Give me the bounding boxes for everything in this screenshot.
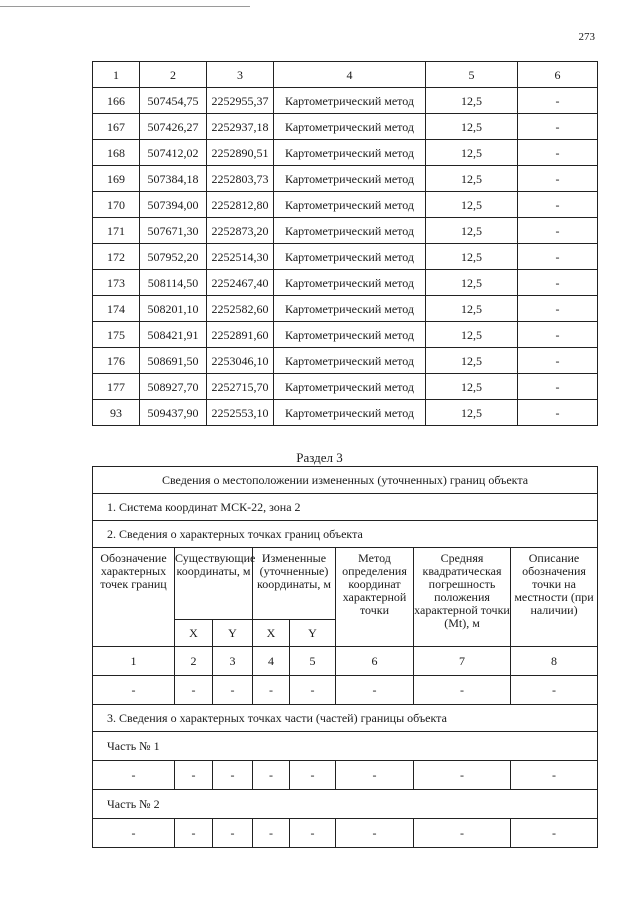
table-title: Сведения о местоположении измененных (уточненных) границ объекта <box>93 467 598 494</box>
table-row <box>93 88 598 114</box>
part-2-row <box>93 819 598 848</box>
dash-cell: - <box>213 676 253 705</box>
table-row <box>93 322 598 348</box>
dash-cell: - <box>93 761 175 790</box>
coordinate-system: 1. Система координат МСК-22, зона 2 <box>93 494 598 521</box>
accuracy-cell: 12,5 <box>426 218 518 244</box>
section-title: Раздел 3 <box>296 450 343 465</box>
part-1-row <box>93 761 598 790</box>
x-coordinate-cell: 507671,30 <box>140 218 207 244</box>
dash-cell: - <box>511 761 598 790</box>
column-number: 3 <box>213 647 253 676</box>
table-row <box>93 114 598 140</box>
y-coordinate-cell: 2252891,60 <box>207 322 274 348</box>
description-cell: - <box>518 348 598 374</box>
x-coordinate-cell: 507394,00 <box>140 192 207 218</box>
accuracy-cell: 12,5 <box>426 296 518 322</box>
x-coordinate-cell: 507952,20 <box>140 244 207 270</box>
x-coordinate-cell: 508421,91 <box>140 322 207 348</box>
coordinates-table <box>92 61 598 426</box>
table-row <box>93 296 598 322</box>
x-coordinate-cell: 508114,50 <box>140 270 207 296</box>
description-cell: - <box>518 140 598 166</box>
method-cell: Картометрический метод <box>274 244 426 270</box>
table-row <box>93 244 598 270</box>
point-number-cell: 168 <box>93 140 140 166</box>
description-cell: - <box>518 374 598 400</box>
description-cell: - <box>518 400 598 426</box>
part-2-label: Часть № 2 <box>93 790 598 819</box>
header-cell: 6 <box>518 62 598 88</box>
header-cell: 4 <box>274 62 426 88</box>
method-cell: Картометрический метод <box>274 192 426 218</box>
dash-cell: - <box>253 761 290 790</box>
accuracy-cell: 12,5 <box>426 244 518 270</box>
top-divider-line <box>0 6 250 7</box>
accuracy-cell: 12,5 <box>426 270 518 296</box>
description-cell: - <box>518 322 598 348</box>
table-row <box>93 140 598 166</box>
point-number-cell: 177 <box>93 374 140 400</box>
dash-cell: - <box>414 819 511 848</box>
method-cell: Картометрический метод <box>274 322 426 348</box>
x-coordinate-cell: 507384,18 <box>140 166 207 192</box>
description-cell: - <box>518 166 598 192</box>
point-number-cell: 93 <box>93 400 140 426</box>
table-row <box>93 192 598 218</box>
dash-cell: - <box>213 761 253 790</box>
accuracy-cell: 12,5 <box>426 114 518 140</box>
dash-cell: - <box>336 676 414 705</box>
col-header-changed-x: X <box>253 620 290 647</box>
dash-cell: - <box>511 819 598 848</box>
part-1-label: Часть № 1 <box>93 732 598 761</box>
dash-cell: - <box>336 819 414 848</box>
header-cell: 1 <box>93 62 140 88</box>
x-coordinate-cell: 507426,27 <box>140 114 207 140</box>
dash-cell: - <box>290 676 336 705</box>
point-number-cell: 175 <box>93 322 140 348</box>
dash-cell: - <box>290 761 336 790</box>
col-header-existing-x: X <box>175 620 213 647</box>
y-coordinate-cell: 2252937,18 <box>207 114 274 140</box>
y-coordinate-cell: 2252890,51 <box>207 140 274 166</box>
empty-points-row <box>93 676 598 705</box>
dash-cell: - <box>93 676 175 705</box>
column-number: 2 <box>175 647 213 676</box>
column-number: 5 <box>290 647 336 676</box>
point-number-cell: 176 <box>93 348 140 374</box>
table-row <box>93 166 598 192</box>
dash-cell: - <box>414 676 511 705</box>
col-header-error: Средняя квадратическая погрешность положения характерной точки (Mt), м <box>414 548 511 647</box>
y-coordinate-cell: 2252873,20 <box>207 218 274 244</box>
x-coordinate-cell: 508201,10 <box>140 296 207 322</box>
y-coordinate-cell: 2252812,80 <box>207 192 274 218</box>
col-header-description: Описание обозначения точки на местности (при наличии) <box>511 548 598 647</box>
dash-cell: - <box>175 676 213 705</box>
accuracy-cell: 12,5 <box>426 88 518 114</box>
method-cell: Картометрический метод <box>274 270 426 296</box>
dash-cell: - <box>253 819 290 848</box>
y-coordinate-cell: 2252955,37 <box>207 88 274 114</box>
accuracy-cell: 12,5 <box>426 374 518 400</box>
accuracy-cell: 12,5 <box>426 140 518 166</box>
x-coordinate-cell: 509437,90 <box>140 400 207 426</box>
points-heading: 2. Сведения о характерных точках границ объекта <box>93 521 598 548</box>
dash-cell: - <box>336 761 414 790</box>
column-number: 8 <box>511 647 598 676</box>
table-row <box>93 374 598 400</box>
dash-cell: - <box>414 761 511 790</box>
column-number: 7 <box>414 647 511 676</box>
method-cell: Картометрический метод <box>274 348 426 374</box>
x-coordinate-cell: 508691,50 <box>140 348 207 374</box>
dash-cell: - <box>175 761 213 790</box>
dash-cell: - <box>511 676 598 705</box>
header-cell: 5 <box>426 62 518 88</box>
dash-cell: - <box>290 819 336 848</box>
method-cell: Картометрический метод <box>274 374 426 400</box>
accuracy-cell: 12,5 <box>426 192 518 218</box>
method-cell: Картометрический метод <box>274 218 426 244</box>
header-cell: 3 <box>207 62 274 88</box>
x-coordinate-cell: 507412,02 <box>140 140 207 166</box>
col-header-changed: Измененные (уточненные) координаты, м <box>253 548 336 620</box>
point-number-cell: 174 <box>93 296 140 322</box>
method-cell: Картометрический метод <box>274 88 426 114</box>
y-coordinate-cell: 2253046,10 <box>207 348 274 374</box>
y-coordinate-cell: 2252553,10 <box>207 400 274 426</box>
method-cell: Картометрический метод <box>274 114 426 140</box>
y-coordinate-cell: 2252582,60 <box>207 296 274 322</box>
dash-cell: - <box>93 819 175 848</box>
description-cell: - <box>518 218 598 244</box>
page-number: 273 <box>578 31 595 43</box>
x-coordinate-cell: 508927,70 <box>140 374 207 400</box>
column-number: 1 <box>93 647 175 676</box>
description-cell: - <box>518 270 598 296</box>
column-numbers-row <box>93 647 598 676</box>
table-row <box>93 270 598 296</box>
coordinates-table-body <box>93 62 598 426</box>
col-header-designation: Обозначение характерных точек границ <box>93 548 175 647</box>
col-header-existing-y: Y <box>213 620 253 647</box>
method-cell: Картометрический метод <box>274 140 426 166</box>
table-header-row <box>93 62 598 88</box>
point-number-cell: 173 <box>93 270 140 296</box>
col-header-existing: Существующие координаты, м <box>175 548 253 620</box>
method-cell: Картометрический метод <box>274 296 426 322</box>
y-coordinate-cell: 2252715,70 <box>207 374 274 400</box>
dash-cell: - <box>175 819 213 848</box>
column-number: 6 <box>336 647 414 676</box>
column-number: 4 <box>253 647 290 676</box>
accuracy-cell: 12,5 <box>426 348 518 374</box>
table-row <box>93 218 598 244</box>
description-cell: - <box>518 114 598 140</box>
description-cell: - <box>518 192 598 218</box>
y-coordinate-cell: 2252467,40 <box>207 270 274 296</box>
method-cell: Картометрический метод <box>274 166 426 192</box>
dash-cell: - <box>253 676 290 705</box>
table-row <box>93 348 598 374</box>
x-coordinate-cell: 507454,75 <box>140 88 207 114</box>
description-cell: - <box>518 244 598 270</box>
point-number-cell: 169 <box>93 166 140 192</box>
table-row <box>93 400 598 426</box>
boundary-points-table <box>92 466 598 848</box>
point-number-cell: 167 <box>93 114 140 140</box>
parts-heading: 3. Сведения о характерных точках части (частей) границы объекта <box>93 705 598 732</box>
point-number-cell: 172 <box>93 244 140 270</box>
accuracy-cell: 12,5 <box>426 322 518 348</box>
dash-cell: - <box>213 819 253 848</box>
point-number-cell: 171 <box>93 218 140 244</box>
accuracy-cell: 12,5 <box>426 400 518 426</box>
y-coordinate-cell: 2252803,73 <box>207 166 274 192</box>
point-number-cell: 170 <box>93 192 140 218</box>
description-cell: - <box>518 88 598 114</box>
point-number-cell: 166 <box>93 88 140 114</box>
y-coordinate-cell: 2252514,30 <box>207 244 274 270</box>
accuracy-cell: 12,5 <box>426 166 518 192</box>
method-cell: Картометрический метод <box>274 400 426 426</box>
header-cell: 2 <box>140 62 207 88</box>
col-header-changed-y: Y <box>290 620 336 647</box>
col-header-method: Метод определения координат характерной точки <box>336 548 414 647</box>
description-cell: - <box>518 296 598 322</box>
